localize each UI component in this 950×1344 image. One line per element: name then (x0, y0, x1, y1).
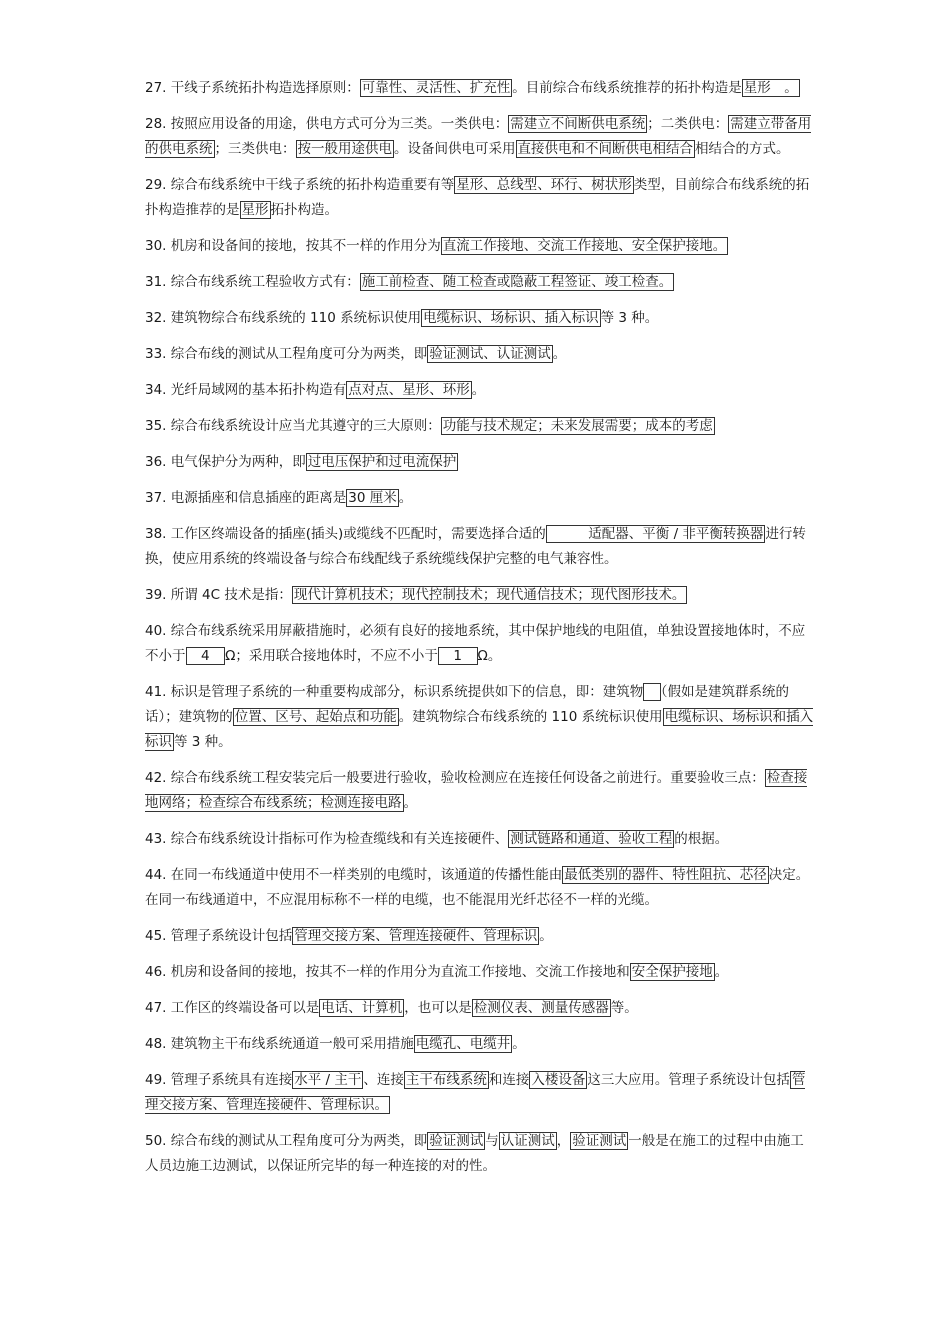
question-fragment: 36. 电气保护分为两种，即 (145, 454, 306, 470)
answer-box: 电话、计算机 (321, 1000, 403, 1016)
question-item (145, 234, 815, 259)
answer-box: 入楼设备 (531, 1072, 586, 1088)
question-item (145, 960, 815, 985)
answer-box: 现代计算机技术；现代控制技术；现代通信技术；现代图形技术。 (293, 587, 686, 603)
question-fragment: 40. 综合布线系统采用屏蔽措施时，必须有良好的接地系统，其中保护地线的电阻值，单独设置接地体时，不应不小于 (145, 623, 806, 664)
answer-box: 电缆标识、场标识和插入标识 (145, 709, 814, 750)
question-fragment: 47. 工作区的终端设备可以是 (145, 1000, 320, 1016)
question-fragment: 。 (552, 346, 567, 362)
answer-box: 安全保护接地 (631, 964, 713, 980)
question-fragment: 。 (714, 964, 729, 980)
question-fragment: 39. 所谓 4C 技术是指： (145, 587, 292, 603)
question-text (145, 414, 815, 439)
question-fragment: （假如是建筑群系统的话）；建筑物的 (145, 684, 790, 725)
answer-box: 验证测试 (429, 1133, 484, 1149)
answer-box: 测试链路和通道、验收工程 (510, 831, 673, 847)
question-fragment: 等 3 种。 (174, 734, 232, 750)
question-text (145, 680, 815, 755)
answer-box (643, 683, 661, 701)
answer-box: 主干布线系统 (405, 1072, 487, 1088)
question-text (145, 270, 815, 295)
question-fragment: Ω。 (477, 648, 502, 664)
question-fragment: 49. 管理子系统具有连接 (145, 1072, 293, 1088)
question-text (145, 827, 815, 852)
answer-box: 位置、区号、起始点和功能 (234, 709, 397, 725)
question-fragment: 31. 综合布线系统工程验收方式有： (145, 274, 360, 290)
question-fragment: 44. 在同一布线通道中使用不一样类别的电缆时，该通道的传播性能由 (145, 867, 563, 883)
question-fragment: 等。 (610, 1000, 638, 1016)
question-fragment: 。建筑物综合布线系统的 110 系统标识使用 (398, 709, 663, 725)
answer-box: 1 (439, 648, 476, 664)
question-text (145, 924, 815, 949)
question-fragment: 41. 标识是管理子系统的一种重要构成部分，标识系统提供如下的信息，即：建筑物 (145, 684, 644, 700)
question-fragment: 与 (485, 1133, 499, 1149)
question-text (145, 76, 815, 101)
question-text (145, 450, 815, 475)
question-fragment: 45. 管理子系统设计包括 (145, 928, 293, 944)
question-text (145, 1068, 815, 1118)
question-fragment: 27. 干线子系统拓扑构造选择原则： (145, 80, 360, 96)
question-fragment: 。设备间供电可采用 (394, 141, 516, 157)
question-text (145, 1032, 815, 1057)
answer-box: 直接供电和不间断供电相结合 (517, 141, 693, 157)
question-text (145, 1129, 815, 1179)
answer-box: 电缆孔、电缆井 (415, 1036, 511, 1052)
answer-box: 按一般用途供电 (297, 141, 392, 157)
question-fragment: 33. 综合布线的测试从工程角度可分为两类，即 (145, 346, 428, 362)
question-fragment: ；二类供电： (647, 116, 729, 132)
question-fragment: 决定。在同一布线通道中，不应混用标称不一样的电缆，也不能混用光纤芯径不一样的光缆。 (145, 867, 810, 908)
question-item (145, 680, 815, 755)
question-text (145, 583, 815, 608)
answer-box: 验证测试、认证测试 (429, 346, 551, 362)
answer-box: 电缆标识、场标识、插入标识 (423, 310, 599, 326)
question-fragment: 34. 光纤局域网的基本拓扑构造有 (145, 382, 347, 398)
question-text (145, 766, 815, 816)
question-text (145, 996, 815, 1021)
answer-box: 可靠性、灵活性、扩充性 (361, 80, 511, 96)
answer-box: 验证测试 (572, 1133, 627, 1149)
question-fragment: 37. 电源插座和信息插座的距离是 (145, 490, 347, 506)
question-fragment: ；三类供电： (214, 141, 296, 157)
question-fragment: 一般是在施工的过程中由施工人员边施工边测试，以保证所完毕的每一种连接的对的性。 (145, 1133, 804, 1174)
answer-box: 星形、总线型、环行、树状形 (456, 177, 632, 193)
question-text (145, 378, 815, 403)
question-item (145, 378, 815, 403)
question-fragment: 拓扑构造。 (270, 202, 338, 218)
question-item (145, 924, 815, 949)
answer-box: 4 (187, 648, 224, 664)
question-text (145, 863, 815, 913)
answer-box: 认证测试 (500, 1133, 555, 1149)
question-item (145, 270, 815, 295)
question-item (145, 112, 815, 162)
question-fragment: 。 (539, 928, 553, 944)
answer-box: 30 厘米 (348, 490, 397, 506)
question-fragment: 48. 建筑物主干布线系统通道一般可采用措施 (145, 1036, 414, 1052)
question-fragment: 32. 建筑物综合布线系统的 110 系统标识使用 (145, 310, 422, 326)
answer-box: 最低类别的器件、特性阻抗、芯径 (564, 867, 767, 883)
question-text (145, 486, 815, 511)
answer-box: 施工前检查、随工检查或隐蔽工程签证、竣工检查。 (361, 274, 673, 290)
question-text (145, 112, 815, 162)
question-item (145, 766, 815, 816)
answer-box: 管理交接方案、管理连接硬件、管理标识 (294, 928, 538, 944)
answer-box: 适配器、平衡 / 非平衡转换器 (547, 526, 764, 542)
question-fragment: 的根据。 (674, 831, 729, 847)
question-fragment: 等 3 种。 (600, 310, 659, 326)
question-fragment: 。 (403, 795, 417, 811)
question-item (145, 342, 815, 367)
question-fragment: 38. 工作区终端设备的插座(插头)或缆线不匹配时，需要选择合适的 (145, 526, 546, 542)
question-fragment: 43. 综合布线系统设计指标可作为检查缆线和有关连接硬件、 (145, 831, 509, 847)
question-fragment: ，也可以是 (404, 1000, 472, 1016)
question-item (145, 522, 815, 572)
question-fragment: ， (556, 1133, 571, 1149)
question-text (145, 173, 815, 223)
question-text (145, 234, 815, 259)
answer-box: 水平 / 主干 (294, 1072, 362, 1088)
answer-box: 星形 。 (743, 80, 798, 96)
question-text (145, 960, 815, 985)
question-item (145, 486, 815, 511)
question-fragment: 。 (512, 1036, 526, 1052)
question-fragment: 这三大应用。管理子系统设计包括 (587, 1072, 790, 1088)
answer-box: 检测仪表、测量传感器 (473, 1000, 609, 1016)
question-item (145, 1032, 815, 1057)
question-item (145, 450, 815, 475)
question-fragment: 35. 综合布线系统设计应当尤其遵守的三大原则： (145, 418, 441, 434)
question-item (145, 863, 815, 913)
question-fragment: 46. 机房和设备间的接地，按其不一样的作用分为直流工作接地、交流工作接地和 (145, 964, 630, 980)
answer-box: 需建立带备用的供电系统 (145, 116, 812, 157)
question-fragment: 、连接 (363, 1072, 404, 1088)
question-item (145, 76, 815, 101)
answer-box: 过电压保护和过电流保护 (307, 454, 457, 470)
question-text (145, 306, 815, 331)
question-fragment: 相结合的方式。 (695, 141, 790, 157)
question-item (145, 619, 815, 669)
answer-box: 点对点、星形、环形 (348, 382, 470, 398)
answer-box: 检查接地网络；检查综合布线系统；检测连接电路 (145, 770, 808, 811)
question-item (145, 414, 815, 439)
question-item (145, 1129, 815, 1179)
question-text (145, 619, 815, 669)
question-fragment: 42. 综合布线系统工程安装完后一般要进行验收，验收检测应在连接任何设备之前进行。重要验收三点： (145, 770, 765, 786)
question-fragment: 。 (398, 490, 413, 506)
question-fragment: 30. 机房和设备间的接地，按其不一样的作用分为 (145, 238, 441, 254)
question-fragment: 。目前综合布线系统推荐的拓扑构造是 (512, 80, 742, 96)
question-fragment: 进行转换，使应用系统的终端设备与综合布线配线子系统缆线保护完整的电气兼容性。 (145, 526, 806, 567)
answer-box: 功能与技术规定；未来发展需要；成本的考虑 (442, 418, 713, 434)
question-list (145, 76, 815, 1190)
question-item (145, 583, 815, 608)
answer-box: 管理交接方案、管理连接硬件、管理标识。 (145, 1072, 806, 1113)
question-text (145, 522, 815, 572)
question-item (145, 827, 815, 852)
question-fragment: 50. 综合布线的测试从工程角度可分为两类，即 (145, 1133, 428, 1149)
question-item (145, 996, 815, 1021)
question-item (145, 1068, 815, 1118)
question-fragment: 29. 综合布线系统中干线子系统的拓扑构造重要有等 (145, 177, 455, 193)
question-fragment: 28. 按照应用设备的用途，供电方式可分为三类。一类供电： (145, 116, 509, 132)
question-fragment: 。 (471, 382, 486, 398)
question-fragment: Ω；采用联合接地体时，不应不小于 (225, 648, 438, 664)
answer-box: 星形 (241, 202, 269, 218)
question-fragment: 和连接 (488, 1072, 530, 1088)
question-item (145, 173, 815, 223)
question-fragment: 类型，目前综合布线系统的拓扑构造推荐的是 (145, 177, 810, 218)
question-item (145, 306, 815, 331)
answer-box: 需建立不间断供电系统 (510, 116, 646, 132)
answer-box: 直流工作接地、交流工作接地、安全保护接地。 (442, 238, 727, 254)
question-text (145, 342, 815, 367)
